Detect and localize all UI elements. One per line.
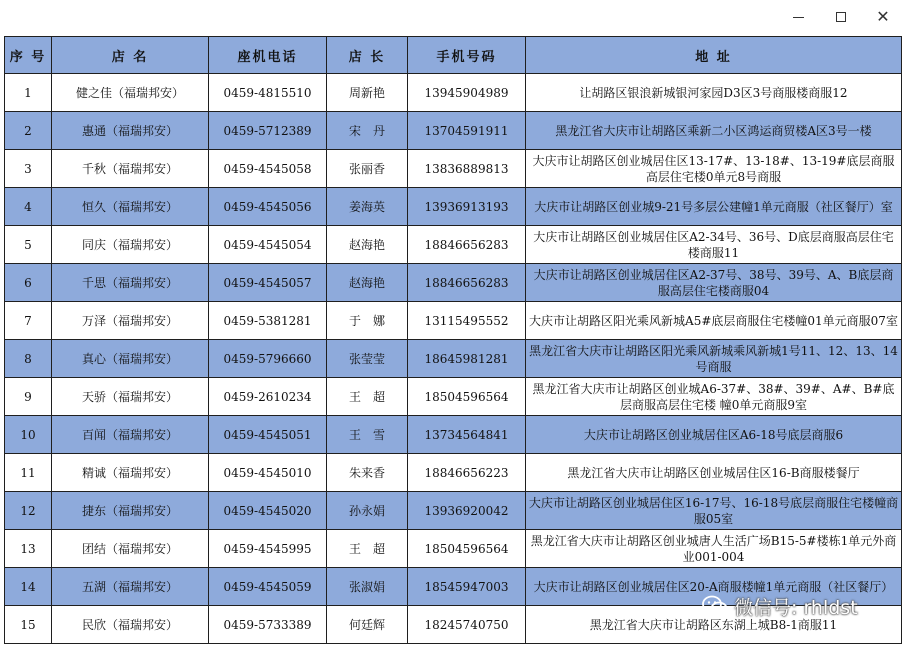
- cell-address: 黑龙江省大庆市让胡路区创业城居住区16-B商服楼餐厅: [526, 454, 902, 492]
- cell-store-name: 惠通（福瑞邦安）: [52, 112, 209, 150]
- close-button[interactable]: [862, 0, 903, 34]
- cell-address: 大庆市让胡路区创业城居住区A2-34号、36号、D底层商服高层住宅楼商服11: [526, 226, 902, 264]
- cell-seq: 7: [5, 302, 52, 340]
- cell-landline: 0459-4545054: [209, 226, 327, 264]
- cell-landline: 0459-5712389: [209, 112, 327, 150]
- maximize-icon: [836, 12, 846, 22]
- cell-seq: 1: [5, 74, 52, 112]
- cell-mobile: 18846656283: [408, 226, 526, 264]
- close-icon: ✕: [876, 7, 890, 26]
- store-table: [4, 36, 902, 644]
- cell-store-name: 百闻（福瑞邦安）: [52, 416, 209, 454]
- cell-address: 大庆市让胡路区创业城居住区A2-37号、38号、39号、A、B底层商服高层住宅楼商服04: [526, 264, 902, 302]
- cell-address: 黑龙江省大庆市让胡路区乘新二小区鸿运商贸楼A区3号一楼: [526, 112, 902, 150]
- cell-manager: 宋 丹: [327, 112, 408, 150]
- cell-address: 大庆市让胡路区创业城居住区A6-18号底层商服6: [526, 416, 902, 454]
- cell-mobile: 13115495552: [408, 302, 526, 340]
- cell-seq: 5: [5, 226, 52, 264]
- cell-manager: 王 超: [327, 530, 408, 568]
- cell-store-name: 千秋（福瑞邦安）: [52, 150, 209, 188]
- cell-seq: 3: [5, 150, 52, 188]
- table-row: [5, 226, 902, 264]
- cell-mobile: 13704591911: [408, 112, 526, 150]
- cell-address: 黑龙江省大庆市让胡路区东湖上城B8-1商服11: [526, 606, 902, 644]
- cell-manager: 于 娜: [327, 302, 408, 340]
- cell-store-name: 精诚（福瑞邦安）: [52, 454, 209, 492]
- cell-store-name: 健之佳（福瑞邦安）: [52, 74, 209, 112]
- cell-store-name: 民欣（福瑞邦安）: [52, 606, 209, 644]
- watermark-text: 微信号: rhldst: [734, 596, 858, 619]
- cell-address: 大庆市让胡路区创业城9-21号多层公建幢1单元商服（社区餐厅）室: [526, 188, 902, 226]
- cell-mobile: 18504596564: [408, 378, 526, 416]
- table-row: [5, 74, 902, 112]
- window-titlebar: [0, 0, 903, 34]
- cell-landline: 0459-4545051: [209, 416, 327, 454]
- cell-manager: 张莹莹: [327, 340, 408, 378]
- cell-manager: 张丽香: [327, 150, 408, 188]
- cell-landline: 0459-4815510: [209, 74, 327, 112]
- cell-mobile: 13936920042: [408, 492, 526, 530]
- cell-manager: 赵海艳: [327, 264, 408, 302]
- table-row: [5, 302, 902, 340]
- header-address: 地 址: [526, 37, 902, 74]
- cell-mobile: 13734564841: [408, 416, 526, 454]
- cell-mobile: 18245740750: [408, 606, 526, 644]
- cell-manager: 赵海艳: [327, 226, 408, 264]
- cell-seq: 10: [5, 416, 52, 454]
- cell-mobile: 13936913193: [408, 188, 526, 226]
- table-row: [5, 188, 902, 226]
- header-seq: 序 号: [5, 37, 52, 74]
- minimize-icon: [793, 17, 804, 18]
- cell-mobile: 13945904989: [408, 74, 526, 112]
- cell-store-name: 真心（福瑞邦安）: [52, 340, 209, 378]
- cell-seq: 8: [5, 340, 52, 378]
- cell-store-name: 万泽（福瑞邦安）: [52, 302, 209, 340]
- wechat-icon: [702, 595, 728, 617]
- table-row: [5, 492, 902, 530]
- cell-address: 大庆市让胡路区创业城居住区16-17号、16-18号底层商服住宅楼幢商服05室: [526, 492, 902, 530]
- cell-store-name: 同庆（福瑞邦安）: [52, 226, 209, 264]
- table-row: [5, 378, 902, 416]
- cell-manager: 王 雪: [327, 416, 408, 454]
- cell-mobile: 18545947003: [408, 568, 526, 606]
- cell-address: 黑龙江省大庆市让胡路区阳光乘风新城乘风新城1号11、12、13、14号商服: [526, 340, 902, 378]
- cell-manager: 姜海英: [327, 188, 408, 226]
- cell-landline: 0459-4545057: [209, 264, 327, 302]
- table-row: [5, 112, 902, 150]
- cell-manager: 何廷辉: [327, 606, 408, 644]
- cell-seq: 6: [5, 264, 52, 302]
- cell-seq: 14: [5, 568, 52, 606]
- table-header-row: [5, 37, 902, 74]
- minimize-button[interactable]: [777, 0, 819, 34]
- cell-address: 黑龙江省大庆市让胡路区创业城唐人生活广场B15-5#楼栋1单元外商业001-004: [526, 530, 902, 568]
- wechat-watermark: [702, 592, 858, 620]
- cell-mobile: 18504596564: [408, 530, 526, 568]
- cell-seq: 9: [5, 378, 52, 416]
- cell-mobile: 13836889813: [408, 150, 526, 188]
- cell-seq: 13: [5, 530, 52, 568]
- cell-landline: 0459-4545020: [209, 492, 327, 530]
- table-row: [5, 150, 902, 188]
- maximize-button[interactable]: [820, 0, 862, 34]
- cell-store-name: 千思（福瑞邦安）: [52, 264, 209, 302]
- table-row: [5, 530, 902, 568]
- cell-manager: 张淑娟: [327, 568, 408, 606]
- cell-seq: 4: [5, 188, 52, 226]
- cell-landline: 0459-4545059: [209, 568, 327, 606]
- cell-address: 让胡路区银浪新城银河家园D3区3号商服楼商服12: [526, 74, 902, 112]
- cell-landline: 0459-4545010: [209, 454, 327, 492]
- table-body: [5, 74, 902, 644]
- cell-mobile: 18645981281: [408, 340, 526, 378]
- table-row: [5, 264, 902, 302]
- header-store-name: 店 名: [52, 37, 209, 74]
- cell-manager: 朱来香: [327, 454, 408, 492]
- cell-store-name: 五湖（福瑞邦安）: [52, 568, 209, 606]
- cell-address: 黑龙江省大庆市让胡路区创业城A6-37#、38#、39#、A#、B#底层商服高层住宅楼 幢0单元商服9室: [526, 378, 902, 416]
- header-mobile: 手机号码: [408, 37, 526, 74]
- cell-address: 大庆市让胡路区创业城居住区13-17#、13-18#、13-19#底层商服高层住宅楼0单元8号商服: [526, 150, 902, 188]
- cell-address: 大庆市让胡路区创业城居住区20-A商服楼幢1单元商服（社区餐厅）: [526, 568, 902, 606]
- cell-landline: 0459-5381281: [209, 302, 327, 340]
- header-landline: 座机电话: [209, 37, 327, 74]
- cell-landline: 0459-5733389: [209, 606, 327, 644]
- cell-manager: 周新艳: [327, 74, 408, 112]
- cell-manager: 孙永娟: [327, 492, 408, 530]
- cell-manager: 王 超: [327, 378, 408, 416]
- cell-landline: 0459-5796660: [209, 340, 327, 378]
- cell-mobile: 18846656223: [408, 454, 526, 492]
- cell-landline: 0459-4545995: [209, 530, 327, 568]
- cell-seq: 11: [5, 454, 52, 492]
- table-row: [5, 416, 902, 454]
- cell-store-name: 捷东（福瑞邦安）: [52, 492, 209, 530]
- cell-mobile: 18846656283: [408, 264, 526, 302]
- cell-landline: 0459-4545056: [209, 188, 327, 226]
- cell-seq: 12: [5, 492, 52, 530]
- cell-landline: 0459-4545058: [209, 150, 327, 188]
- cell-landline: 0459-2610234: [209, 378, 327, 416]
- header-manager: 店 长: [327, 37, 408, 74]
- cell-store-name: 天骄（福瑞邦安）: [52, 378, 209, 416]
- table-row: [5, 454, 902, 492]
- cell-store-name: 团结（福瑞邦安）: [52, 530, 209, 568]
- cell-seq: 2: [5, 112, 52, 150]
- cell-store-name: 恒久（福瑞邦安）: [52, 188, 209, 226]
- cell-address: 大庆市让胡路区阳光乘风新城A5#底层商服住宅楼幢01单元商服07室: [526, 302, 902, 340]
- table-row: [5, 340, 902, 378]
- cell-seq: 15: [5, 606, 52, 644]
